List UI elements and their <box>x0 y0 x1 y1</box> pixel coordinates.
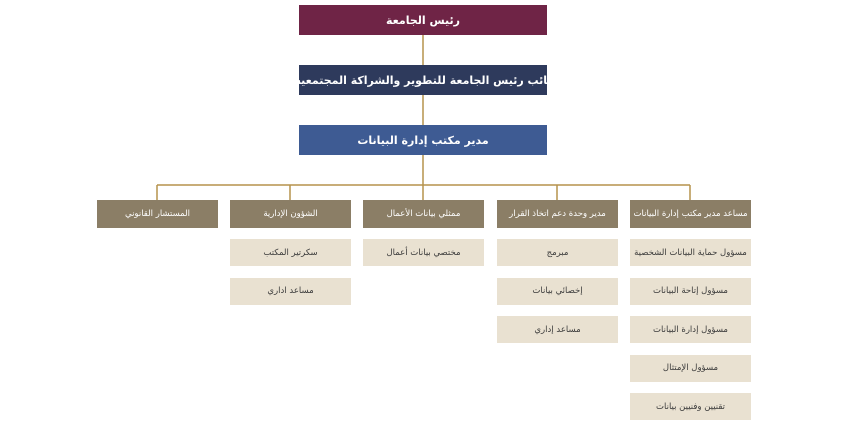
role-label: تقنيين وفنيين بيانات <box>655 401 726 412</box>
role-box <box>630 239 751 266</box>
data-office-director-label: مدير مكتب إدارة البيانات <box>357 133 489 147</box>
department-box-admin <box>230 200 351 228</box>
role-label: مسؤول حماية البيانات الشخصية <box>634 247 747 258</box>
role-label: مسؤول إدارة البيانات <box>653 324 728 335</box>
department-label: مدير وحدة دعم اتخاذ القرار <box>509 209 606 219</box>
role-box <box>630 393 751 420</box>
data-office-director-box <box>299 125 547 155</box>
vice-president-label: نائب رئيس الجامعة للتطوير والشراكة المجتمعية <box>294 73 552 87</box>
department-column-admin <box>230 200 351 305</box>
department-column-assistant-director <box>630 200 751 420</box>
role-label: مساعد اداري <box>267 286 314 296</box>
role-label: إخصائي بيانات <box>532 286 583 296</box>
role-box <box>630 355 751 382</box>
department-label: ممثلي بيانات الأعمال <box>386 209 461 219</box>
department-column-decision-support <box>497 200 618 343</box>
role-label: مسؤول إتاحة البيانات <box>653 286 728 296</box>
department-box-assistant-director <box>630 200 751 228</box>
department-label: المستشار القانوني <box>124 209 191 219</box>
vice-president-box <box>294 65 552 95</box>
university-president-box <box>299 5 547 35</box>
role-box <box>230 239 351 266</box>
university-president-label: رئيس الجامعة <box>386 13 460 27</box>
role-box <box>497 316 618 343</box>
department-box-business-data <box>363 200 484 228</box>
department-column-business-data <box>363 200 484 266</box>
role-label: مسؤول الإمتثال <box>662 363 719 373</box>
role-label: مختصي بيانات أعمال <box>386 247 461 258</box>
department-label: الشؤون الإدارية <box>263 209 318 219</box>
role-label: مساعد إداري <box>534 324 581 335</box>
role-box <box>497 278 618 305</box>
department-box-decision-support <box>497 200 618 228</box>
role-label: مبرمج <box>546 247 569 258</box>
role-box <box>230 278 351 305</box>
department-label: مساعد مدير مكتب إدارة البيانات <box>633 209 748 219</box>
role-box <box>630 316 751 343</box>
role-box <box>630 278 751 305</box>
role-label: سكرتير المكتب <box>263 247 318 258</box>
department-column-legal <box>97 200 218 239</box>
role-box <box>363 239 484 266</box>
department-box-legal <box>97 200 218 228</box>
role-box <box>497 239 618 266</box>
